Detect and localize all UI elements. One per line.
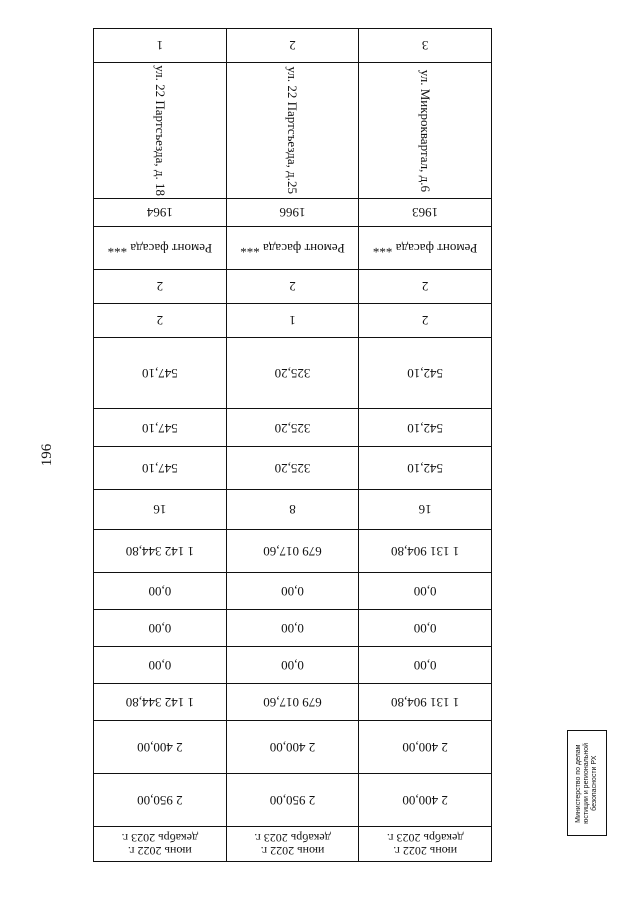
registration-stamp bbox=[567, 730, 607, 836]
date-start: июнь 2022 г. bbox=[260, 844, 325, 859]
stamp-line: юстиции и региональной bbox=[582, 742, 590, 824]
address-cell bbox=[359, 63, 491, 198]
number-cell: 2 bbox=[227, 29, 360, 62]
number-cell: 1 bbox=[94, 29, 227, 62]
work-type-cell: Ремонт фасада *** bbox=[372, 240, 478, 256]
floors-cell: 2 bbox=[94, 270, 227, 302]
number-cell: 3 bbox=[421, 38, 429, 54]
area-total-cell: 542,10 bbox=[407, 365, 444, 381]
area-living-cell: 547,10 bbox=[94, 409, 227, 446]
cost-other-cell: 679 017,60 bbox=[227, 684, 360, 720]
year-cell: 1964 bbox=[94, 199, 227, 226]
area-premises-cell: 325,20 bbox=[227, 447, 360, 489]
row-residents bbox=[94, 490, 491, 530]
date-end: декабрь 2023 г. bbox=[254, 830, 331, 845]
row-cost-other bbox=[94, 684, 491, 721]
row-area-living bbox=[94, 409, 491, 447]
address-text: ул. 22 Партсъезда, д. 18 bbox=[152, 65, 168, 197]
address-cell bbox=[94, 63, 227, 198]
row-entrances bbox=[94, 304, 491, 338]
residents-cell: 8 bbox=[227, 490, 360, 529]
page-number: 196 bbox=[38, 443, 55, 467]
entrances-cell: 1 bbox=[227, 304, 360, 337]
cost-owners-cell: 0,00 bbox=[227, 647, 360, 683]
row-dates bbox=[94, 827, 491, 861]
cost-per-m2-cell: 2 400,00 bbox=[94, 721, 227, 773]
row-cost-fund bbox=[94, 573, 491, 610]
residents-cell: 16 bbox=[418, 502, 432, 517]
row-floors bbox=[94, 270, 491, 303]
cost-budget-cell: 0,00 bbox=[413, 621, 437, 636]
cost-other-cell: 1 131 904,80 bbox=[391, 695, 460, 711]
area-living-cell: 542,10 bbox=[407, 420, 444, 436]
row-cost-per-m2 bbox=[94, 721, 491, 774]
work-type-cell: Ремонт фасада *** bbox=[94, 227, 227, 270]
row-address bbox=[94, 63, 491, 199]
cost-owners-cell: 0,00 bbox=[413, 658, 437, 674]
entrances-cell: 2 bbox=[94, 304, 227, 337]
row-year bbox=[94, 199, 491, 227]
residents-cell: 16 bbox=[94, 490, 227, 529]
row-number bbox=[94, 29, 491, 63]
repair-schedule-table bbox=[93, 28, 492, 862]
row-work-type bbox=[94, 227, 491, 271]
row-cost-total bbox=[94, 530, 491, 574]
limit-cell: 2 400,00 bbox=[402, 792, 448, 808]
date-end: декабрь 2023 г. bbox=[386, 830, 464, 845]
cost-total-cell: 1 142 344,80 bbox=[94, 530, 227, 573]
date-start: июнь 2022 г. bbox=[393, 844, 458, 859]
floors-cell: 2 bbox=[227, 270, 360, 302]
address-text: ул. Микроквартал, д.6 bbox=[417, 69, 433, 192]
cost-per-m2-cell: 2 400,00 bbox=[227, 721, 360, 773]
cost-per-m2-cell: 2 400,00 bbox=[402, 739, 448, 755]
limit-cell: 2 950,00 bbox=[94, 774, 227, 826]
address-cell bbox=[227, 63, 360, 198]
entrances-cell: 2 bbox=[421, 313, 429, 329]
work-type-cell: Ремонт фасада *** bbox=[227, 227, 360, 270]
cost-total-cell: 1 131 904,80 bbox=[391, 543, 460, 559]
area-total-cell: 547,10 bbox=[94, 338, 227, 408]
row-area-total bbox=[94, 338, 491, 409]
date-cell bbox=[94, 827, 227, 861]
row-cost-owners bbox=[94, 647, 491, 684]
cost-budget-cell: 0,00 bbox=[227, 610, 360, 646]
date-cell bbox=[227, 827, 360, 861]
area-premises-cell: 547,10 bbox=[94, 447, 227, 489]
date-end: декабрь 2023 г. bbox=[121, 830, 199, 845]
stamp-line: безопасности РХ bbox=[591, 755, 599, 811]
year-cell: 1966 bbox=[227, 199, 360, 226]
row-area-premises bbox=[94, 447, 491, 490]
address-text: ул. 22 Партсъезда, д.25 bbox=[285, 66, 301, 195]
year-cell: 1963 bbox=[412, 205, 439, 221]
area-living-cell: 325,20 bbox=[227, 409, 360, 446]
date-cell bbox=[359, 827, 491, 861]
cost-fund-cell: 0,00 bbox=[227, 573, 360, 609]
cost-budget-cell: 0,00 bbox=[94, 610, 227, 646]
cost-other-cell: 1 142 344,80 bbox=[94, 684, 227, 720]
stamp-line: Министерство по делам bbox=[574, 743, 582, 823]
limit-cell: 2 950,00 bbox=[227, 774, 360, 826]
cost-total-cell: 679 017,60 bbox=[227, 530, 360, 573]
cost-fund-cell: 0,00 bbox=[94, 573, 227, 609]
area-premises-cell: 542,10 bbox=[407, 460, 444, 476]
stamp-text bbox=[575, 743, 599, 824]
row-cost-budget bbox=[94, 610, 491, 647]
floors-cell: 2 bbox=[421, 279, 429, 295]
cost-owners-cell: 0,00 bbox=[94, 647, 227, 683]
area-total-cell: 325,20 bbox=[227, 338, 360, 408]
row-limit bbox=[94, 774, 491, 827]
cost-fund-cell: 0,00 bbox=[413, 583, 437, 599]
date-start: июнь 2022 г. bbox=[127, 844, 192, 859]
